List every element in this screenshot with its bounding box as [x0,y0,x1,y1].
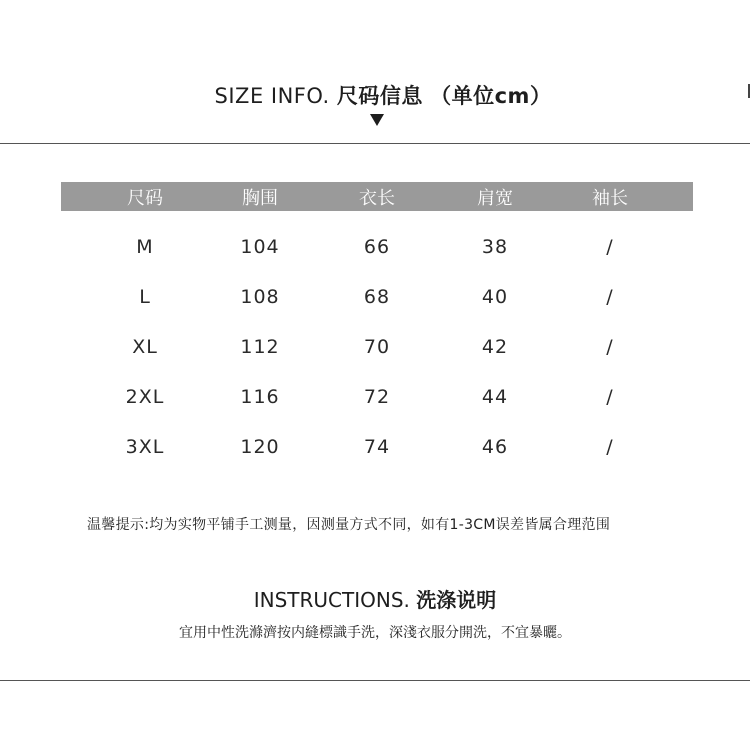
cell-sleeve: / [606,336,614,358]
cell-chest: 104 [240,236,280,258]
size-info-title-cn: 尺码信息 [336,84,423,108]
table-row [61,372,693,422]
cell-shoulder: 40 [481,286,509,308]
cell-length: 74 [363,436,391,458]
cell-shoulder: 38 [481,236,509,258]
table-row [61,322,693,372]
cell-shoulder: 46 [481,436,509,458]
size-info-title-en: SIZE INFO. [214,84,330,108]
instructions-text: 宜用中性洗滌濟按内縫標識手洗，深淺衣服分開洗，不宜暴曬。 [179,625,571,641]
size-info-title [0,80,750,110]
cell-shoulder: 44 [481,386,509,408]
table-row [61,222,693,272]
instructions-title-cn: 洗涤说明 [416,588,497,612]
cell-shoulder: 42 [481,336,509,358]
cell-sleeve: / [606,236,614,258]
cell-size: L [139,286,151,308]
cell-size: XL [132,336,158,358]
measurement-note: 温馨提示:均为实物平铺手工测量，因测量方式不同，如有1-3CM误差皆属合理范围 [87,517,611,533]
table-row [61,422,693,472]
cell-chest: 116 [240,386,280,408]
cell-chest: 108 [240,286,280,308]
bottom-divider [0,680,750,681]
instructions-title-en: INSTRUCTIONS. [253,588,410,612]
size-table [61,182,693,472]
cell-sleeve: / [606,436,614,458]
column-header-length: 衣长 [359,187,395,209]
cell-sleeve: / [606,286,614,308]
cell-length: 68 [363,286,391,308]
cell-size: 3XL [125,436,165,458]
cell-chest: 120 [240,436,280,458]
size-info-title-unit: （单位cm） [430,84,552,108]
cell-length: 70 [363,336,391,358]
instructions-title [0,584,750,613]
top-divider [0,143,750,144]
column-header-size: 尺码 [127,187,163,209]
column-header-sleeve: 袖长 [592,187,628,209]
column-header-chest: 胸围 [242,187,278,209]
column-header-shoulder: 肩宽 [477,187,513,209]
down-arrow-icon [370,114,384,126]
size-table-body [61,211,693,472]
cell-length: 66 [363,236,391,258]
cell-chest: 112 [240,336,280,358]
cell-length: 72 [363,386,391,408]
size-table-header [61,182,693,211]
cell-size: M [136,236,154,258]
cell-sleeve: / [606,386,614,408]
cell-size: 2XL [125,386,165,408]
table-row [61,272,693,322]
